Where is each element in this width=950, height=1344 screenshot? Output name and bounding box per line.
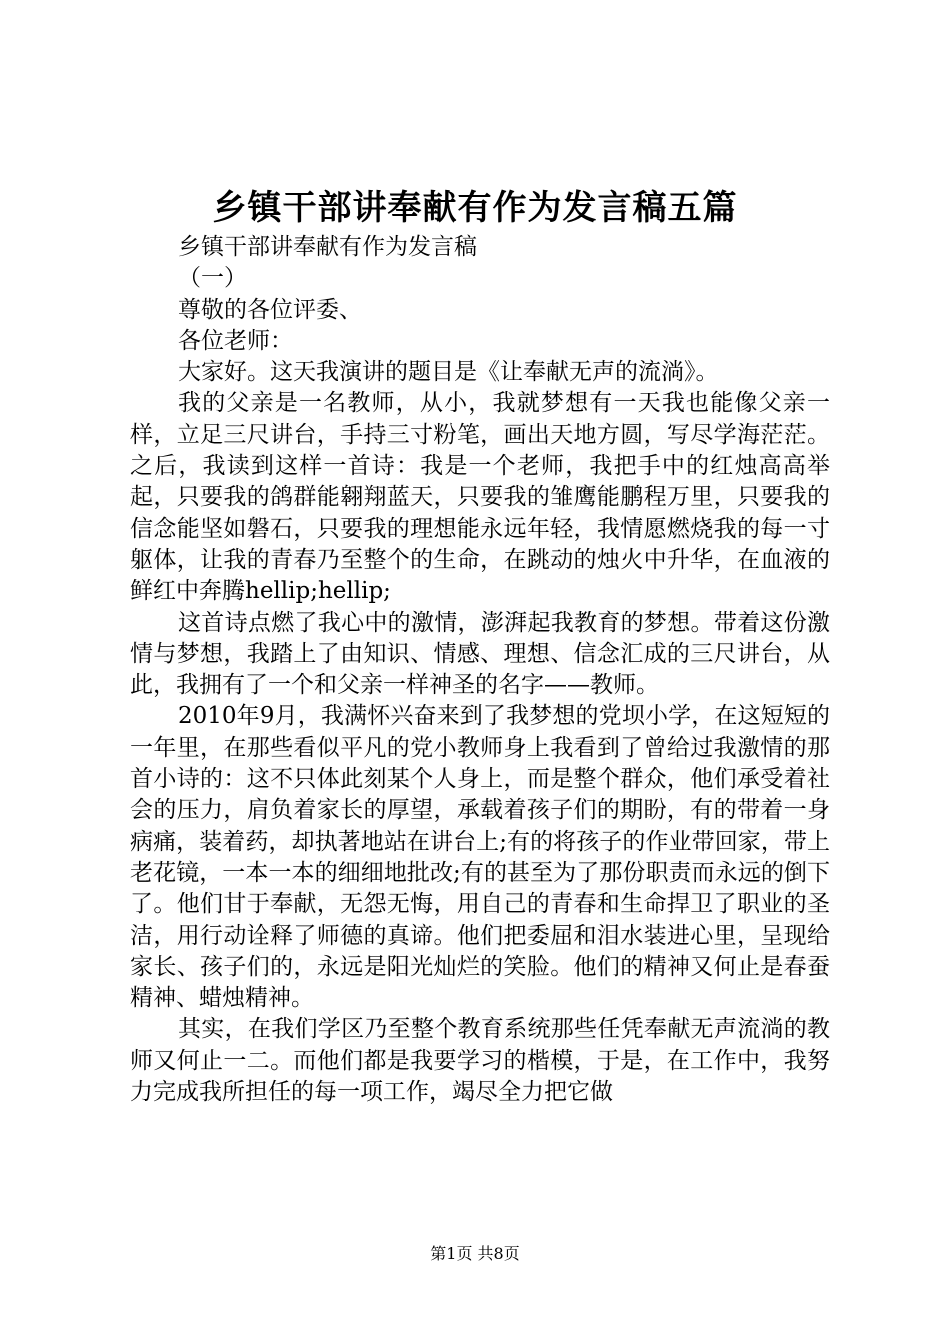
salutation-paragraph: 尊敬的各位评委、 xyxy=(178,296,362,323)
body-paragraph: 其实，在我们学区乃至整个教育系统那些任凭奉献无声流淌的教师又何止一二。而他们都是我要学习的楷模，于是，在工作中，我努力完成我所担任的每一项工作，竭尽全力把它做 xyxy=(130,1016,830,1106)
salutation-paragraph: 各位老师： xyxy=(178,327,293,354)
greeting-paragraph: 大家好。这天我演讲的题目是《让奉献无声的流淌》。 xyxy=(178,359,719,386)
body-paragraph: 我的父亲是一名教师，从小，我就梦想有一天我也能像父亲一样，立足三尺讲台，手持三寸粉笔，画出天地方圆，写尽学海茫茫。之后，我读到这样一首诗：我是一个老师，我把手中的红烛高高举起，只要我的鸽群能翱翔蓝天，只要我的雏鹰能鹏程万里，只要我的信念能坚如磐石，只要我的理想能永远年轻，我情愿燃烧我的每一寸躯体，让我的青春乃至整个的生命，在跳动的烛火中升华，在血液的鲜红中奔腾hellip;hellip; xyxy=(130,390,830,605)
body-paragraph: 这首诗点燃了我心中的激情，澎湃起我教育的梦想。带着这份激情与梦想，我踏上了由知识、情感、理想、信念汇成的三尺讲台，从此，我拥有了一个和父亲一样神圣的名字——教师。 xyxy=(130,609,830,699)
section-number-paragraph: （一） xyxy=(178,265,247,292)
body-paragraph: 2010年9月，我满怀兴奋来到了我梦想的党坝小学，在这短短的一年里，在那些看似平凡的党小教师身上我看到了曾给过我激情的那首小诗的：这不只体此刻某个人身上，而是整个群众，他们承受着社会的压力，肩负着家长的厚望，承载着孩子们的期盼，有的带着一身病痛，装着药，却执著地站在讲台上;有的将孩子的作业带回家，带上老花镜，一本一本的细细地批改;有的甚至为了那份职责而永远的倒下了。他们甘于奉献，无怨无悔，用自己的青春和生命捍卫了职业的圣洁，用行动诠释了师德的真谛。他们把委屈和泪水装进心里，呈现给家长、孩子们的，永远是阳光灿烂的笑脸。他们的精神又何止是春蚕精神、蜡烛精神。 xyxy=(130,703,830,1012)
document-title: 乡镇干部讲奉献有作为发言稿五篇 xyxy=(212,188,738,228)
page-footer: 第1页 共8页 xyxy=(430,1244,520,1263)
document-body xyxy=(130,232,830,1108)
subtitle-paragraph: 乡镇干部讲奉献有作为发言稿 xyxy=(178,234,477,260)
